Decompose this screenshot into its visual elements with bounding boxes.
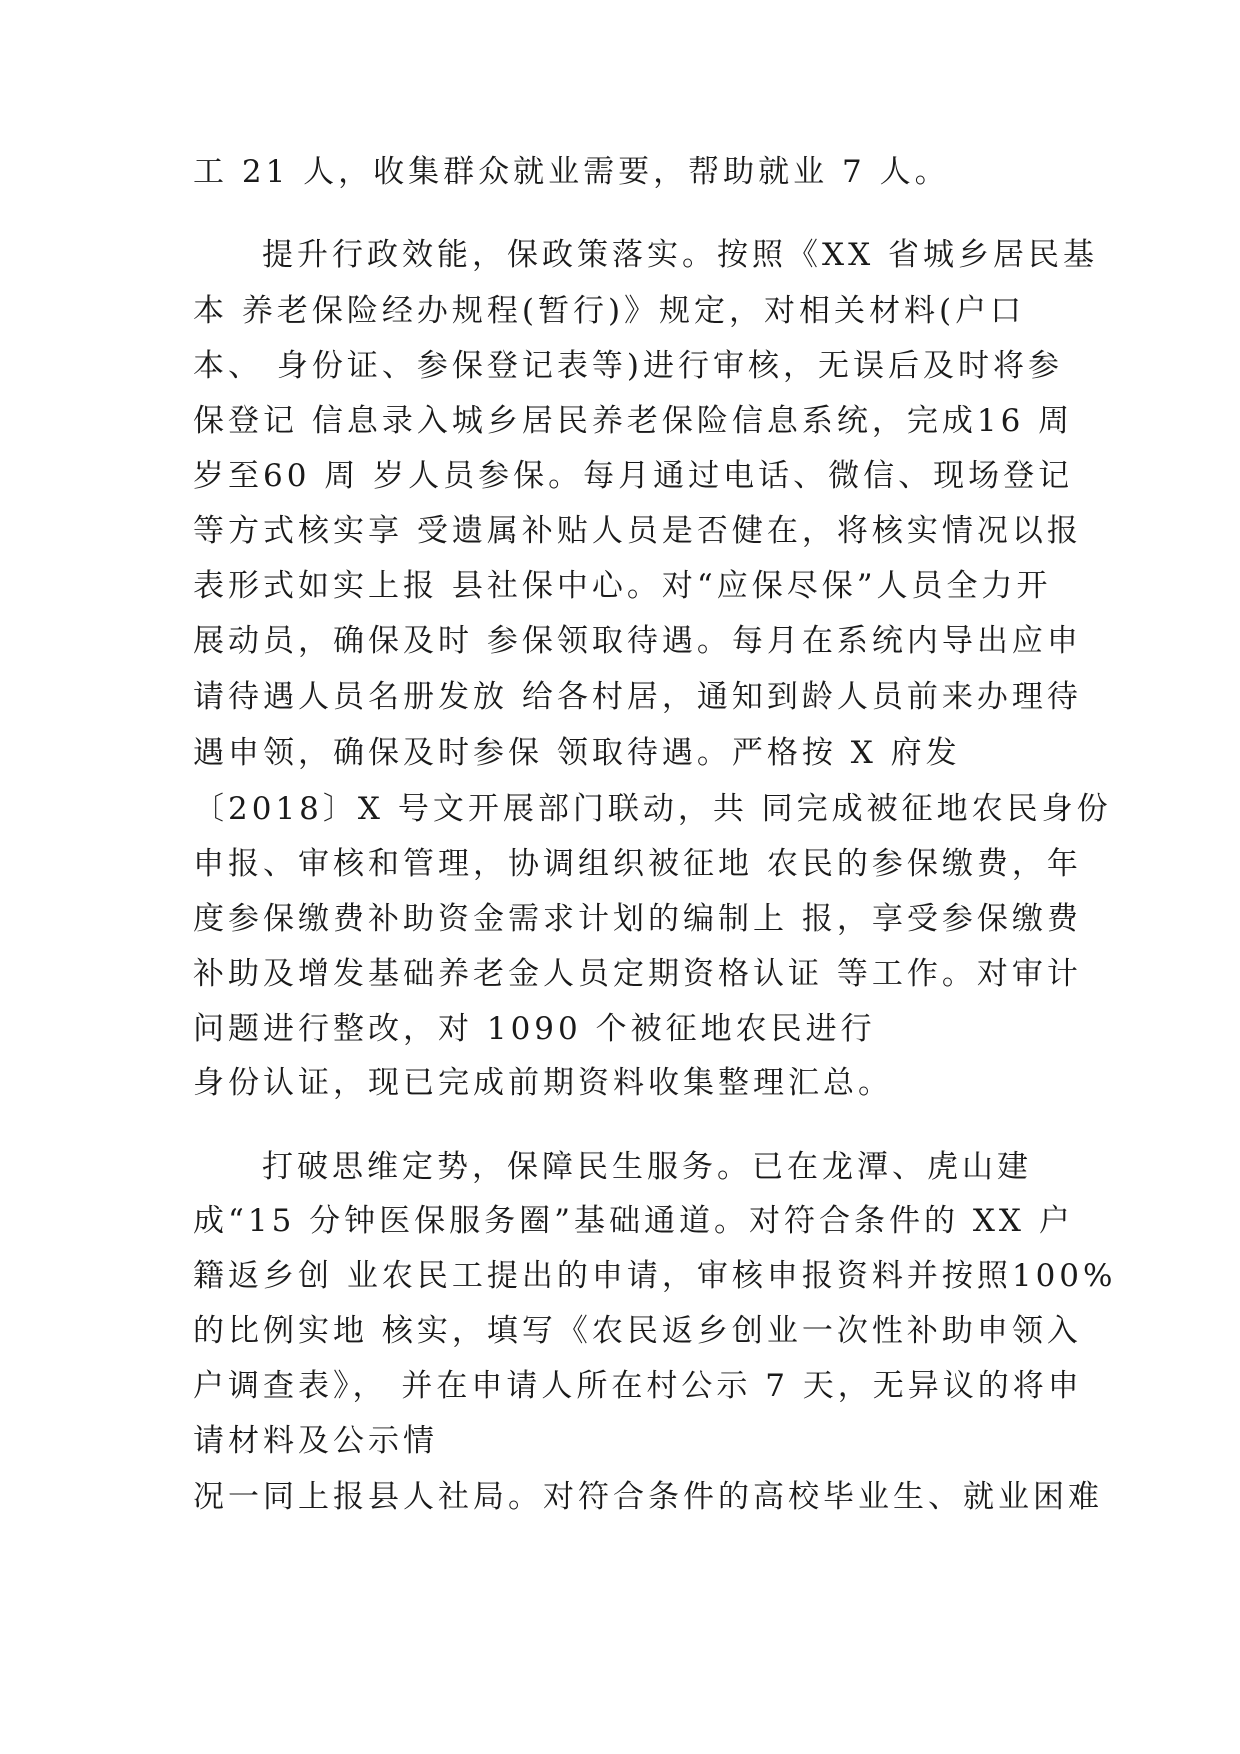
text-line: 问题进行整改，对 1090 个被征地农民进行 (193, 1011, 876, 1047)
text-line: 〔2018〕X 号文开展部门联动，共 同完成被征地农民身份 (193, 791, 1112, 827)
text-line: 等方式核实享 受遗属补贴人员是否健在，将核实情况以报 (193, 513, 1082, 549)
text-line: 身份认证，现已完成前期资料收集整理汇总。 (193, 1065, 893, 1101)
text-line: 请待遇人员名册发放 给各村居，通知到龄人员前来办理待 (193, 679, 1082, 715)
text-line: 保登记 信息录入城乡居民养老保险信息系统，完成16 周 (193, 403, 1074, 439)
text-line: 遇申领，确保及时参保 领取待遇。严格按 X 府发 (193, 735, 961, 771)
text-line: 成“15 分钟医保服务圈”基础通道。对符合条件的 XX 户 (193, 1203, 1074, 1239)
text-line: 籍返乡创 业农民工提出的申请，审核申报资料并按照100% (193, 1258, 1117, 1294)
paragraph-start-line: 提升行政效能，保政策落实。按照《XX 省城乡居民基 (262, 237, 1098, 273)
text-line: 工 21 人，收集群众就业需要，帮助就业 7 人。 (193, 154, 950, 190)
text-line: 请材料及公示情 (193, 1423, 438, 1459)
text-line: 的比例实地 核实，填写《农民返乡创业一次性补助申领入 (193, 1313, 1082, 1349)
text-line: 户调查表》， 并在申请人所在村公示 7 天，无异议的将申 (193, 1368, 1083, 1404)
text-line: 本、 身份证、参保登记表等)进行审核，无误后及时将参 (193, 348, 1063, 384)
text-line: 申报、审核和管理，协调组织被征地 农民的参保缴费，年 (193, 846, 1082, 882)
text-line: 表形式如实上报 县社保中心。对“应保尽保”人员全力开 (193, 568, 1052, 604)
text-line: 况一同上报县人社局。对符合条件的高校毕业生、就业困难 (193, 1479, 1103, 1515)
paragraph-start-line: 打破思维定势，保障民生服务。已在龙潭、虎山建 (262, 1149, 1032, 1185)
text-line: 本 养老保险经办规程(暂行)》规定，对相关材料(户口 (193, 293, 1026, 329)
text-line: 岁至60 周 岁人员参保。每月通过电话、微信、现场登记 (193, 458, 1074, 494)
text-line: 展动员，确保及时 参保领取待遇。每月在系统内导出应申 (193, 623, 1082, 659)
text-line: 补助及增发基础养老金人员定期资格认证 等工作。对审计 (193, 956, 1082, 992)
text-line: 度参保缴费补助资金需求计划的编制上 报，享受参保缴费 (193, 901, 1082, 937)
